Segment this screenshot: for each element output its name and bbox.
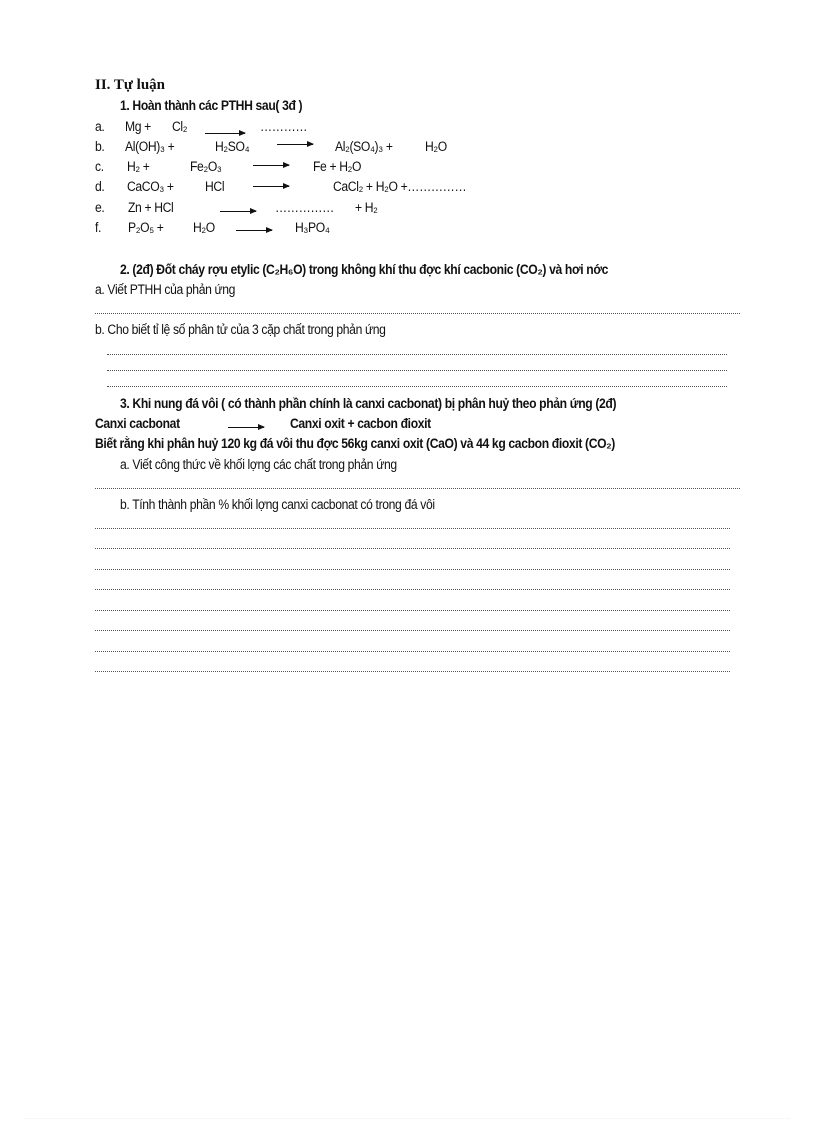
answer-line	[107, 386, 727, 387]
reaction-a-reactant1: Mg +	[125, 119, 151, 134]
answer-line	[95, 610, 730, 611]
reaction-a-product: …………	[260, 119, 308, 134]
reaction-b-product2: H₂O	[425, 139, 447, 154]
reaction-c-label: c.	[95, 159, 104, 174]
reaction-c-reactant1: H₂ +	[127, 159, 150, 174]
answer-line	[95, 651, 730, 652]
reaction-c-reactant2: Fe₂O₃	[190, 159, 222, 174]
page-edge	[25, 1118, 790, 1119]
answer-line	[95, 630, 730, 631]
q3-reactant: Canxi cacbonat	[95, 416, 180, 431]
q3-products: Canxi oxit + cacbon đioxit	[290, 416, 431, 431]
answer-line	[107, 354, 727, 355]
q2-title: 2. (2đ) Đốt cháy rợu etylic (C₂H₆O) trong không khí thu đợc khí cacbonic (CO₂) và hơi nớc	[120, 262, 609, 277]
reaction-b-arrow-icon	[277, 144, 313, 145]
q3-arrow-icon	[228, 427, 264, 428]
q1-title: 1. Hoàn thành các PTHH sau( 3đ )	[120, 98, 303, 113]
reaction-a-label: a.	[95, 119, 105, 134]
answer-line	[107, 370, 727, 371]
section-title: II. Tự luận	[95, 77, 166, 93]
reaction-d-label: d.	[95, 179, 105, 194]
reaction-c-products: Fe + H₂O	[313, 159, 362, 174]
reaction-e-product2: + H₂	[355, 200, 378, 215]
answer-line	[95, 589, 730, 590]
q3-part-a: a. Viết công thức về khối lợng các chất trong phản ứng	[120, 457, 397, 472]
reaction-f-product: H₃PO₄	[295, 220, 330, 235]
reaction-e-label: e.	[95, 200, 105, 215]
reaction-b-product1: Al₂(SO₄)₃ +	[335, 139, 393, 154]
q2-part-a: a. Viết PTHH của phản ứng	[95, 282, 236, 297]
answer-line	[95, 569, 730, 570]
reaction-a-reactant2: Cl₂	[172, 119, 188, 134]
answer-line	[95, 528, 730, 529]
answer-line	[95, 548, 730, 549]
reaction-d-arrow-icon	[253, 186, 289, 187]
q3-given: Biết rằng khi phân huỷ 120 kg đá vôi thu đợc 56kg canxi oxit (CaO) và 44 kg cacbon đioxit (CO₂)	[95, 436, 615, 451]
answer-line	[95, 671, 730, 672]
q2-part-b: b. Cho biết tỉ lệ số phân tử của 3 cặp chất trong phản ứng	[95, 322, 386, 337]
reaction-f-arrow-icon	[236, 230, 272, 231]
reaction-e-arrow-icon	[220, 211, 256, 212]
reaction-f-label: f.	[95, 220, 102, 235]
reaction-c-arrow-icon	[253, 165, 289, 166]
reaction-d-products: CaCl₂ + H₂O +……………	[333, 179, 467, 194]
reaction-b-label: b.	[95, 139, 105, 154]
reaction-e-product1: ……………	[275, 200, 334, 215]
reaction-b-reactant2: H₂SO₄	[215, 139, 250, 154]
reaction-f-reactant2: H₂O	[193, 220, 215, 235]
answer-line	[95, 313, 740, 314]
reaction-b-reactant1: Al(OH)₃ +	[125, 139, 175, 154]
reaction-a-arrow-icon	[205, 133, 245, 134]
reaction-f-reactant1: P₂O₅ +	[128, 220, 164, 235]
reaction-d-reactant1: CaCO₃ +	[127, 179, 174, 194]
reaction-e-reactants: Zn + HCl	[128, 200, 174, 215]
q3-title: 3. Khi nung đá vôi ( có thành phần chính là canxi cacbonat) bị phân huỷ theo phản ứng (2đ)	[120, 396, 617, 411]
answer-line	[95, 488, 740, 489]
q3-part-b: b. Tính thành phần % khối lợng canxi cacbonat có trong đá vôi	[120, 497, 435, 512]
reaction-d-reactant2: HCl	[205, 179, 225, 194]
